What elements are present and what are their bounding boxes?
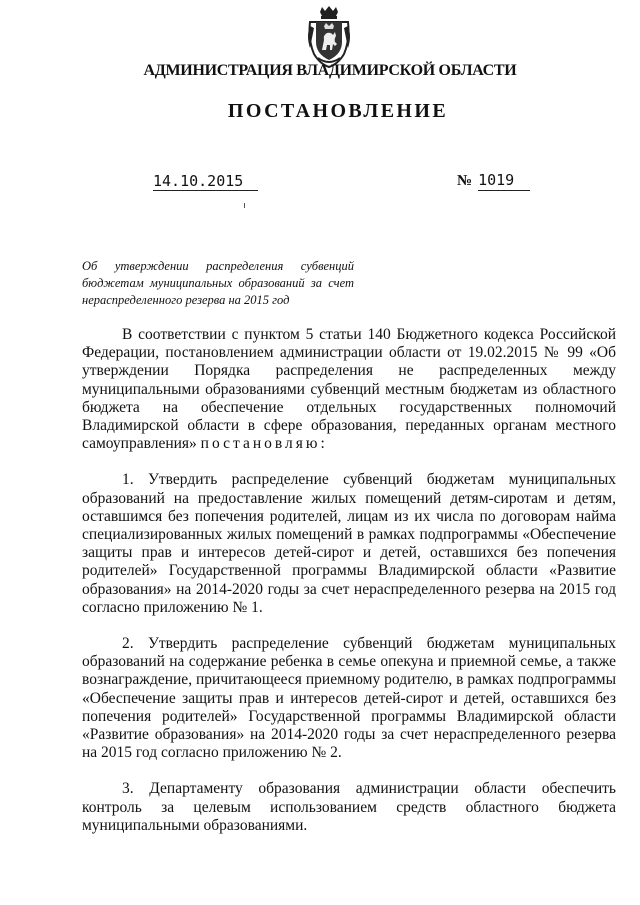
preamble-paragraph — [82, 326, 616, 453]
item-2-paragraph: 2. Утвердить распределение субвенций бюджетам муниципальных образований на содержание ребенка в семье опекуна и приемной семье, а также вознаграждение, причитающееся приемному родителю, в рамках подпрограммы «Обеспечение защиты прав и интересов детей-сирот и детей, оставшихся без попечения родителей» Государственной программы Владимирской области «Развитие образования» на 2014-2020 годы за счет нераспределенного резерва на 2015 год согласно приложению № 2. — [82, 635, 616, 762]
document-body — [82, 326, 616, 835]
document-date: 14.10.2015 — [153, 172, 258, 191]
item-1-paragraph: 1. Утвердить распределение субвенций бюджетам муниципальных образований на предоставление жилых помещений детям-сиротам и детям, оставшимся без попечения родителей, лицам из их числа по договорам найма специализированных жилых помещений в рамках подпрограммы «Обеспечение защиты прав и интересов детей-сирот и детей, оставшихся без попечения родителей» Государственной программы Владимирской области «Развитие образования» на 2014-2020 годы за счет нераспределенного резерва на 2015 год согласно приложению № 1. — [82, 471, 616, 616]
number-sign: № — [457, 173, 473, 189]
resolve-word: постановляю — [200, 435, 321, 453]
resolve-colon: : — [320, 435, 325, 453]
preamble-text: В соответствии с пунктом 5 статьи 140 Бюджетного кодекса Российской Федерации, постановлением администрации области от 19.02.2015 № 99 «Об утверждении Порядка распределения не распределенных между муниципальными образованиями субвенций местным бюджетам из областного бюджета на обеспечение отдельных государственных полномочий Владимирской области в сфере образования, переданных органам местного самоуправления» — [82, 326, 616, 453]
organization-title: АДМИНИСТРАЦИЯ ВЛАДИМИРСКОЙ ОБЛАСТИ — [143, 62, 517, 79]
item-3-paragraph: 3. Департаменту образования администрации области обеспечить контроль за целевым использованием средств областного бюджета муниципальными образованиями. — [82, 780, 616, 834]
document-subject: Об утверждении распределения субвенций бюджетам муниципальных образований за счет нераспределенного резерва на 2015 год — [82, 259, 354, 307]
scan-mark — [244, 203, 245, 208]
document-type: ПОСТАНОВЛЕНИЕ — [227, 100, 449, 122]
coat-of-arms-icon — [306, 6, 352, 68]
document-number — [457, 170, 530, 191]
number-value: 1019 — [478, 170, 530, 191]
